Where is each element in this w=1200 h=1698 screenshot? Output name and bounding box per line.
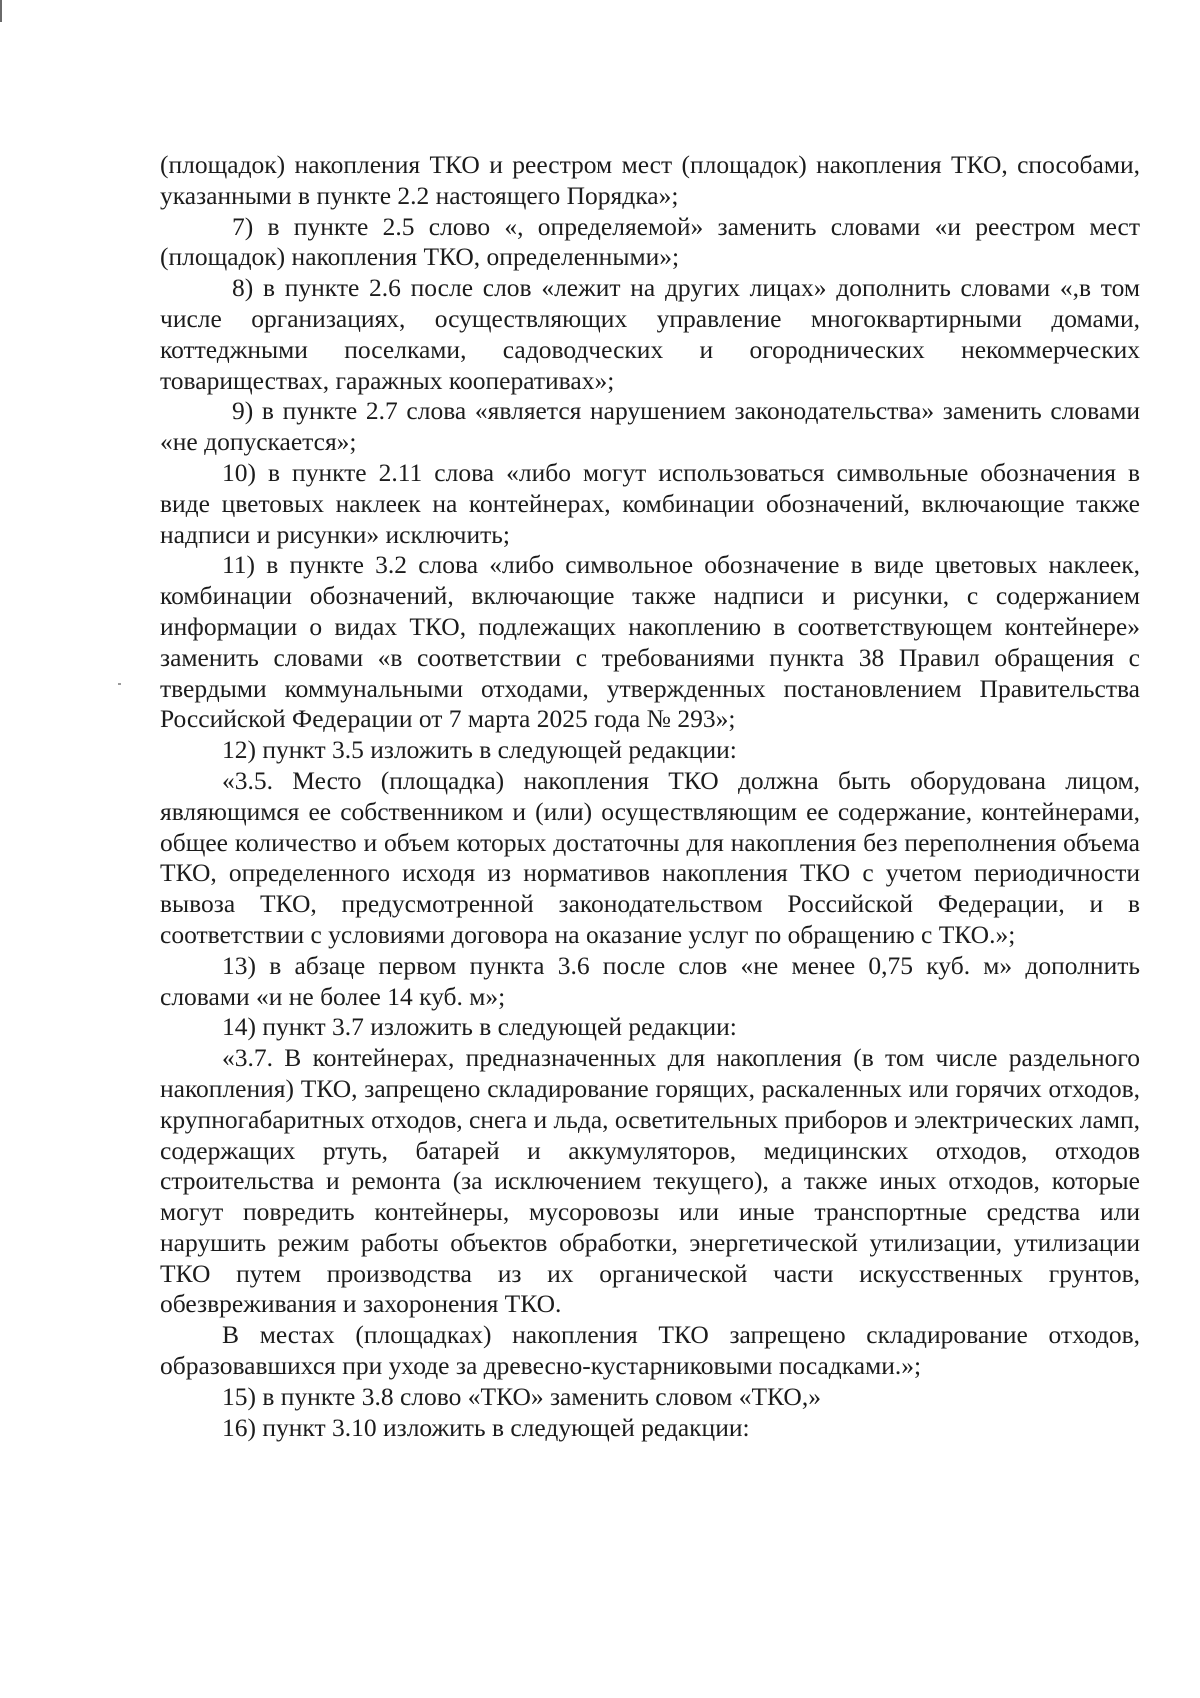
paragraph-clause-3-5: «3.5. Место (площадка) накопления ТКО должна быть оборудована лицом, являющимся ее собственником и (или) осуществляющим ее содержание, контейнерами, общее количество и объем которых достаточны для накопления без переполнения объема ТКО, определенного исходя из нормативов накопления ТКО с учетом периодичности вывоза ТКО, предусмотренной законодательством Российской Федерации, и в соответствии с условиями договора на оказание услуг по обращению с ТКО.»;: [160, 765, 1140, 949]
paragraph-continuation: (площадок) накопления ТКО и реестром мест (площадок) накопления ТКО, способами, указанными в пункте 2.2 настоящего Порядка»;: [160, 150, 1140, 210]
paragraph-item-16: 16) пункт 3.10 изложить в следующей редакции:: [222, 1412, 750, 1442]
paragraph-item-9: 9) в пункте 2.7 слова «является нарушением законодательства» заменить словами «не допускается»;: [160, 396, 1140, 457]
paragraph-item-12: 12) пункт 3.5 изложить в следующей редакции:: [222, 735, 737, 765]
scan-edge-mark: [0, 0, 2, 22]
paragraph-clause-3-7-second: В местах (площадках) накопления ТКО запрещено складирование отходов, образовавшихся при уходе за древесно-кустарниковыми посадками.»;: [160, 1320, 1140, 1381]
paragraph-item-7: 7) в пункте 2.5 слово «, определяемой» заменить словами «и реестром мест (площадок) накопления ТКО, определенными»;: [160, 211, 1140, 272]
paragraph-item-15: 15) в пункте 3.8 слово «ТКО» заменить словом «ТКО,»: [222, 1381, 821, 1411]
paragraph-clause-3-7: «3.7. В контейнерах, предназначенных для накопления (в том числе раздельного накопления) ТКО, запрещено складирование горящих, раскаленных или горячих отходов, крупногабаритных отходов, снега и льда, осветительных приборов и электрических ламп, содержащих ртуть, батарей и аккумуляторов, медицинских отходов, отходов строительства и ремонта (за исключением текущего), а также иных отходов, которые могут повредить контейнеры, мусоровозы или иные транспортные средства или нарушить режим работы объектов обработки, энергетической утилизации, утилизации ТКО путем производства из их органической части искусственных грунтов, обезвреживания и захоронения ТКО.: [160, 1043, 1140, 1319]
document-body: [160, 150, 1140, 1443]
paragraph-item-10: 10) в пункте 2.11 слова «либо могут использоваться символьные обозначения в виде цветовых наклеек на контейнерах, комбинации обозначений, включающие также надписи и рисунки» исключить;: [160, 457, 1140, 549]
paragraph-item-11: 11) в пункте 3.2 слова «либо символьное обозначение в виде цветовых наклеек, комбинации обозначений, включающие также надписи и рисунки, с содержанием информации о видах ТКО, подлежащих накоплению в соответствующем контейнере» заменить словами «в соответствии с требованиями пункта 38 Правил обращения с твердыми коммунальными отходами, утвержденных постановлением Правительства Российской Федерации от 7 марта 2025 года № 293»;: [160, 550, 1140, 734]
paragraph-item-14: 14) пункт 3.7 изложить в следующей редакции:: [222, 1012, 737, 1042]
paragraph-item-13: 13) в абзаце первом пункта 3.6 после слов «не менее 0,75 куб. м» дополнить словами «и не более 14 куб. м»;: [160, 950, 1140, 1011]
scan-speck: [118, 683, 121, 685]
paragraph-item-8: 8) в пункте 2.6 после слов «лежит на других лицах» дополнить словами «,в том числе организациях, осуществляющих управление многоквартирными домами, коттеджными поселками, садоводческих и огороднических некоммерческих товариществах, гаражных кооперативах»;: [160, 273, 1140, 395]
